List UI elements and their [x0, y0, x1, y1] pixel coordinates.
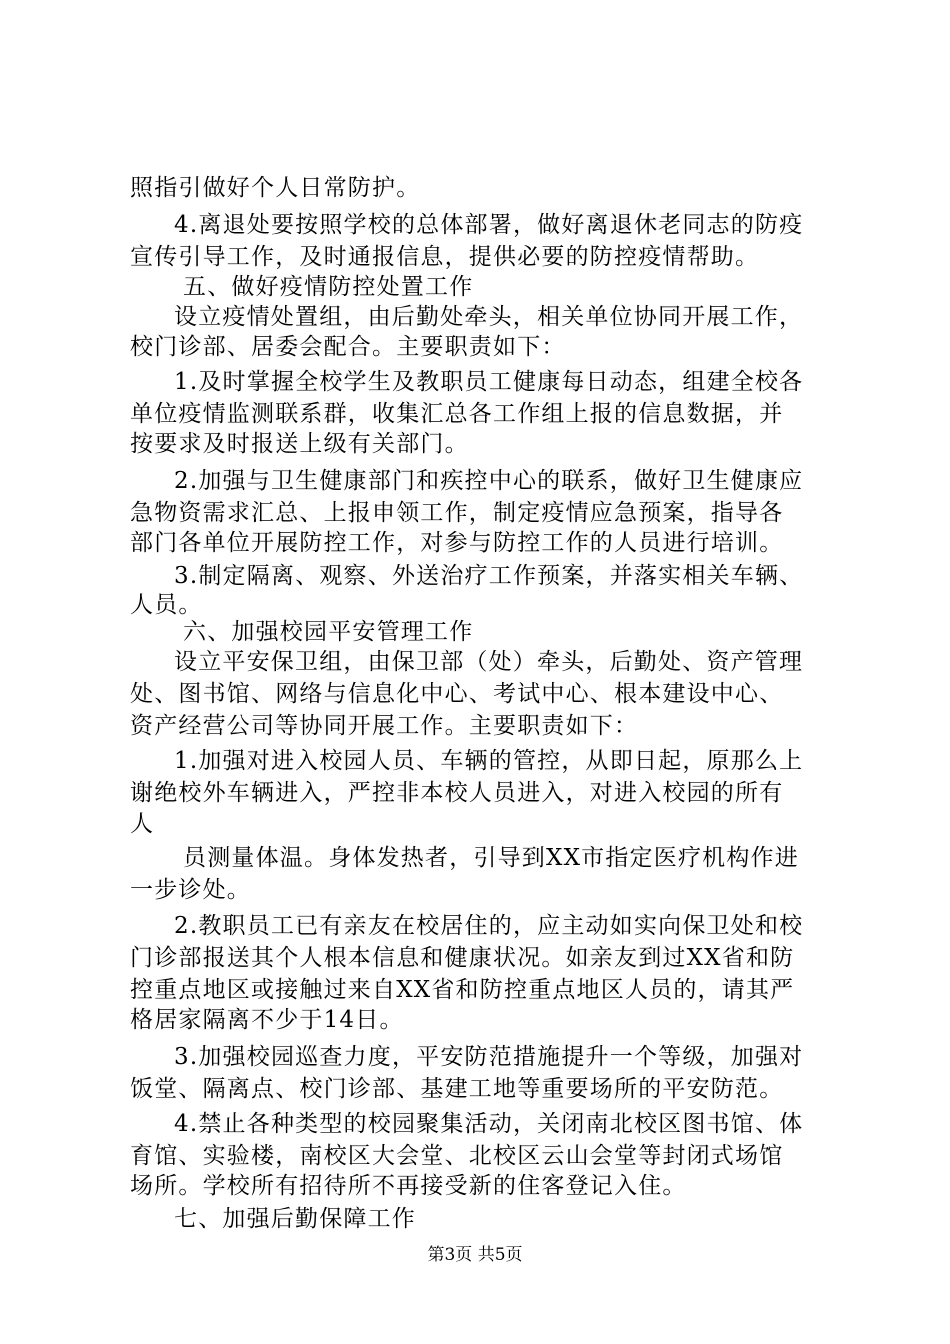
section-heading: 六、加强校园平安管理工作 [183, 619, 474, 645]
section-heading: 七、加强后勤保障工作 [174, 1206, 416, 1232]
text-line: 照指引做好个人日常防护。 [130, 175, 421, 201]
text-line: 2.加强与卫生健康部门和疾控中心的联系，做好卫生健康应 [174, 468, 804, 494]
text-line: 育馆、实验楼，南校区大会堂、北校区云山会堂等封闭式场馆 [130, 1143, 784, 1169]
section-heading: 五、做好疫情防控处置工作 [183, 274, 474, 300]
text-line: 人 [130, 811, 155, 837]
text-line: 按要求及时报送上级有关部门。 [130, 431, 469, 457]
text-line: 饭堂、隔离点、校门诊部、基建工地等重要场所的平安防范。 [130, 1076, 784, 1102]
text-line: 单位疫情监测联系群，收集汇总各工作组上报的信息数据，并 [130, 401, 784, 427]
text-line: 校门诊部、居委会配合。主要职责如下： [130, 334, 566, 360]
text-line: 3.制定隔离、观察、外送治疗工作预案，并落实相关车辆、 [174, 563, 804, 589]
text-line: 员测量体温。身体发热者，引导到XX市指定医疗机构作进 [183, 845, 799, 871]
text-line: 场所。学校所有招待所不再接受新的住客登记入住。 [130, 1173, 687, 1199]
text-line: 格居家隔离不少于14日。 [130, 1007, 404, 1033]
text-line: 谢绝校外车辆进入，严控非本校人员进入，对进入校园的所有 [130, 780, 784, 806]
text-line: 人员。 [130, 592, 203, 618]
text-line: 设立平安保卫组，由保卫部（处）牵头，后勤处、资产管理 [174, 649, 804, 675]
text-line: 资产经营公司等协同开展工作。主要职责如下： [130, 713, 639, 739]
text-line: 一步诊处。 [130, 877, 251, 903]
text-line: 1.及时掌握全校学生及教职员工健康每日动态，组建全校各 [174, 369, 804, 395]
text-line: 2.教职员工已有亲友在校居住的，应主动如实向保卫处和校 [174, 913, 804, 939]
text-line: 宣传引导工作，及时通报信息，提供必要的防控疫情帮助。 [130, 244, 760, 270]
text-line: 1.加强对进入校园人员、车辆的管控，从即日起，原那么上 [174, 748, 804, 774]
text-line: 3.加强校园巡查力度，平安防范措施提升一个等级，加强对 [174, 1044, 804, 1070]
text-line: 部门各单位开展防控工作，对参与防控工作的人员进行培训。 [130, 530, 784, 556]
text-line: 门诊部报送其个人根本信息和健康状况。如亲友到过XX省和防 [130, 945, 795, 971]
text-line: 处、图书馆、网络与信息化中心、考试中心、根本建设中心、 [130, 681, 784, 707]
page-number-footer: 第3页 共5页 [427, 1245, 523, 1265]
text-line: 设立疫情处置组，由后勤处牵头，相关单位协同开展工作， [174, 304, 804, 330]
text-line: 4.禁止各种类型的校园聚集活动，关闭南北校区图书馆、体 [174, 1111, 804, 1137]
text-line: 4.离退处要按照学校的总体部署，做好离退休老同志的防疫 [174, 212, 804, 238]
text-line: 急物资需求汇总、上报申领工作，制定疫情应急预案，指导各 [130, 500, 784, 526]
text-line: 控重点地区或接触过来自XX省和防控重点地区人员的，请其严 [130, 977, 795, 1003]
